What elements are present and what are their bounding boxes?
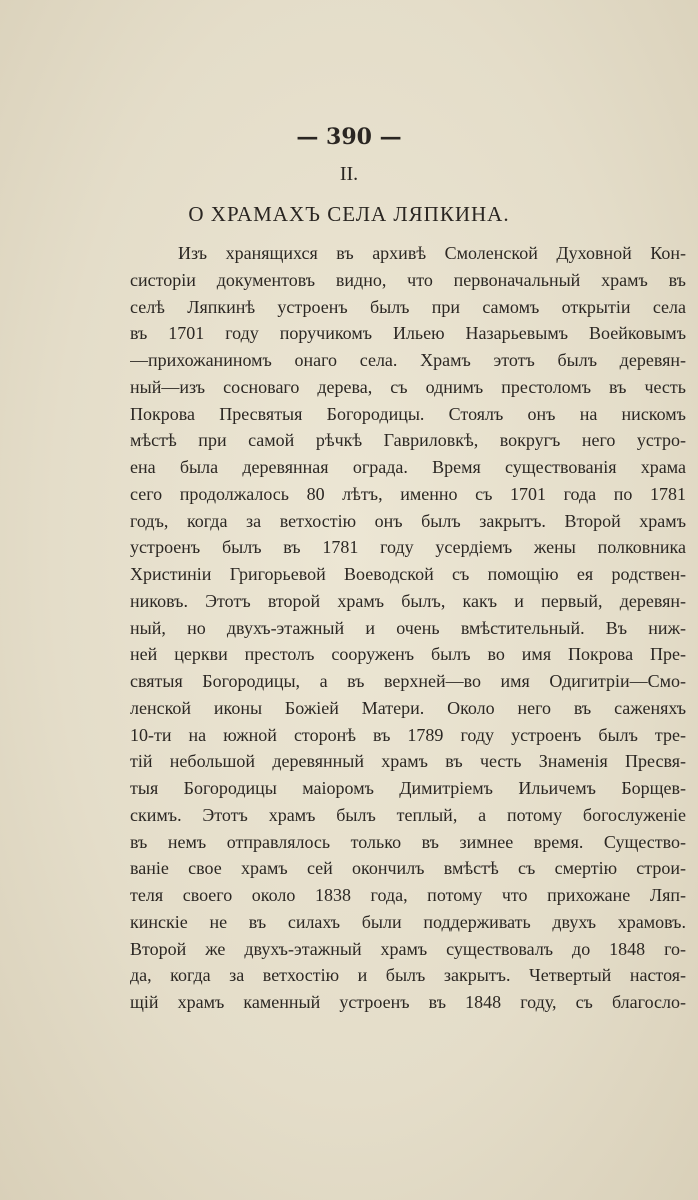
text-line: ваніе свое храмъ сей окончилъ вмѣстѣ съ смертію строи- (130, 858, 686, 879)
text-line: Христиніи Григорьевой Воеводской съ помощію ея родствен- (130, 564, 686, 584)
text-line: Второй же двухъ-этажный храмъ существовалъ до 1848 го- (130, 938, 686, 959)
text-line: селѣ Ляпкинѣ устроенъ былъ при самомъ открытіи села (130, 296, 686, 317)
text-line: Изъ хранящихся въ архивѣ Смоленской Духовной Кон- (178, 243, 686, 263)
text-line: скимъ. Этотъ храмъ былъ теплый, а потому богослуженіе (130, 804, 686, 825)
text-line: —прихожаниномъ онаго села. Храмъ этотъ былъ деревян- (130, 350, 686, 370)
body-text (130, 240, 686, 1016)
text-line: ена была деревянная ограда. Время существованія храма (130, 457, 686, 477)
text-line: систоріи документовъ видно, что первоначальный храмъ въ (130, 269, 686, 290)
section-numeral: II. (339, 163, 359, 185)
text-line: тій небольшой деревянный храмъ въ честь Знаменія Пресвя- (130, 751, 686, 772)
text-line: сего продолжалось 80 лѣтъ, именно съ 1701 года по 1781 (130, 483, 686, 504)
text-line: святыя Богородицы, а въ верхней—во имя Одигитріи—Смо- (130, 671, 686, 691)
text-line: устроенъ былъ въ 1781 году усердіемъ жены полковника (130, 537, 686, 558)
text-line: никовъ. Этотъ второй храмъ былъ, какъ и первый, деревян- (130, 590, 686, 611)
text-line: ней церкви престолъ сооруженъ былъ во имя Покрова Пре- (130, 644, 686, 665)
text-line: щій храмъ каменный устроенъ въ 1848 году, съ благосло- (130, 992, 686, 1012)
text-line: въ 1701 году поручикомъ Ильею Назарьевымъ Воейковымъ (130, 323, 686, 344)
text-line: Покрова Пресвятыя Богородицы. Стоялъ онъ на нискомъ (130, 403, 686, 424)
text-line: годъ, когда за ветхостію онъ былъ закрытъ. Второй храмъ (130, 510, 686, 531)
text-line: да, когда за ветхостію и былъ закрытъ. Четвертый настоя- (130, 965, 686, 986)
text-line: ный—изъ сосноваго дерева, съ однимъ престоломъ въ честь (130, 376, 686, 397)
text-line: въ немъ отправлялось только въ зимнее время. Существо- (130, 831, 686, 852)
text-line: ный, но двухъ-этажный и очень вмѣстительный. Въ ниж- (130, 617, 686, 638)
section-title: О ХРАМАХЪ СЕЛА ЛЯПКИНА. (188, 202, 510, 226)
page-number: — 390 — (296, 124, 402, 150)
text-line: мѣстѣ при самой рѣчкѣ Гавриловкѣ, вокругъ него устро- (130, 430, 686, 451)
text-line: ленской иконы Божіей Матери. Около него въ саженяхъ (130, 697, 686, 718)
text-line: теля своего около 1838 года, потому что прихожане Ляп- (130, 885, 686, 905)
text-line: 10-ти на южной сторонѣ въ 1789 году устроенъ былъ тре- (130, 724, 686, 745)
text-line: кинскіе не въ силахъ были поддерживать двухъ храмовъ. (130, 911, 686, 932)
text-line: тыя Богородицы маіоромъ Димитріемъ Ильичемъ Борщев- (130, 778, 686, 798)
